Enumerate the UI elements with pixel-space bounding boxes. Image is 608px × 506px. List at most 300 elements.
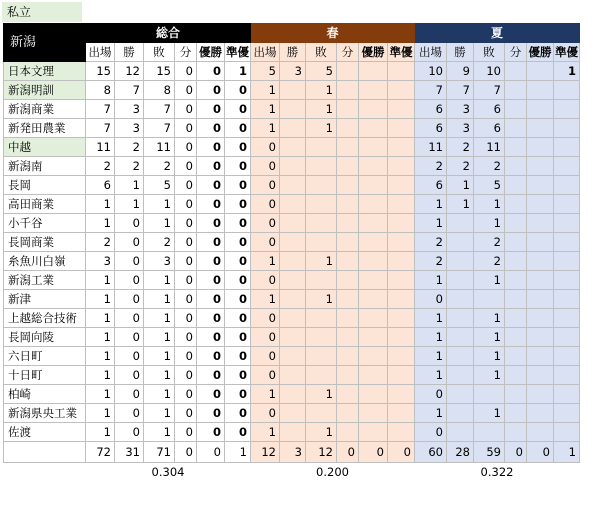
cell-total-1: 0 xyxy=(115,347,144,366)
cell-spring-2: 1 xyxy=(306,100,337,119)
cell-summer-0: 1 xyxy=(415,271,447,290)
cell-summer-5 xyxy=(554,328,580,347)
cell-total-3: 0 xyxy=(175,404,197,423)
cell-spring-2: 1 xyxy=(306,81,337,100)
cell-spring-3 xyxy=(337,138,359,157)
cell-summer-0: 2 xyxy=(415,233,447,252)
cell-total-0: 1 xyxy=(86,347,115,366)
cell-summer-5 xyxy=(554,252,580,271)
cell-spring-2: 1 xyxy=(306,290,337,309)
win-rate-summer: 0.322 xyxy=(480,465,514,479)
cell-total-3: 0 xyxy=(175,290,197,309)
cell-spring-5 xyxy=(388,252,415,271)
cell-total-3: 0 xyxy=(175,214,197,233)
cell-total-3: 0 xyxy=(175,347,197,366)
column-header-total-1: 勝 xyxy=(115,43,144,62)
cell-spring-3 xyxy=(337,252,359,271)
cell-summer-1 xyxy=(447,347,474,366)
cell-spring-4 xyxy=(359,252,388,271)
cell-spring-2: 1 xyxy=(306,252,337,271)
cell-total-2: 1 xyxy=(144,423,175,442)
cell-spring-1 xyxy=(280,252,306,271)
column-header-row xyxy=(4,43,580,62)
cell-total-0: 2 xyxy=(86,233,115,252)
school-name: 長岡商業 xyxy=(4,233,86,252)
cell-summer-3 xyxy=(505,309,527,328)
cell-total-5: 0 xyxy=(225,385,251,404)
cell-spring-4 xyxy=(359,328,388,347)
cell-summer-0: 0 xyxy=(415,423,447,442)
column-header-spring-3: 分 xyxy=(337,43,359,62)
cell-spring-2 xyxy=(306,347,337,366)
cell-total-5: 0 xyxy=(225,195,251,214)
cell-spring-4 xyxy=(359,195,388,214)
category-label: 私立 xyxy=(2,2,82,22)
cell-summer-3 xyxy=(505,385,527,404)
cell-total-0: 1 xyxy=(86,328,115,347)
school-name: 新潟南 xyxy=(4,157,86,176)
cell-spring-3 xyxy=(337,347,359,366)
cell-total-1: 12 xyxy=(115,62,144,81)
cell-total-1: 0 xyxy=(115,404,144,423)
cell-total-3: 0 xyxy=(175,366,197,385)
group-header-row xyxy=(4,24,580,43)
cell-total-0: 8 xyxy=(86,81,115,100)
table-row xyxy=(4,195,580,214)
cell-summer-3 xyxy=(505,252,527,271)
total-summer-3: 0 xyxy=(505,442,527,463)
cell-spring-4 xyxy=(359,309,388,328)
cell-summer-4 xyxy=(527,233,554,252)
cell-total-5: 0 xyxy=(225,328,251,347)
cell-spring-5 xyxy=(388,423,415,442)
cell-spring-4 xyxy=(359,119,388,138)
cell-spring-1 xyxy=(280,423,306,442)
cell-summer-5 xyxy=(554,366,580,385)
cell-total-3: 0 xyxy=(175,423,197,442)
cell-spring-3 xyxy=(337,404,359,423)
school-name: 糸魚川白嶺 xyxy=(4,252,86,271)
cell-total-1: 0 xyxy=(115,309,144,328)
cell-spring-5 xyxy=(388,233,415,252)
cell-spring-0: 1 xyxy=(251,252,280,271)
cell-spring-0: 0 xyxy=(251,157,280,176)
cell-total-3: 0 xyxy=(175,195,197,214)
column-header-summer-4: 優勝 xyxy=(527,43,554,62)
cell-total-5: 0 xyxy=(225,347,251,366)
table-row xyxy=(4,309,580,328)
cell-total-4: 0 xyxy=(197,290,225,309)
cell-summer-0: 6 xyxy=(415,119,447,138)
cell-summer-2 xyxy=(474,423,505,442)
cell-total-3: 0 xyxy=(175,328,197,347)
cell-total-5: 0 xyxy=(225,138,251,157)
cell-total-5: 0 xyxy=(225,423,251,442)
column-header-spring-2: 敗 xyxy=(306,43,337,62)
cell-summer-5 xyxy=(554,119,580,138)
cell-summer-5 xyxy=(554,290,580,309)
cell-spring-0: 0 xyxy=(251,404,280,423)
cell-summer-2: 10 xyxy=(474,62,505,81)
cell-total-3: 0 xyxy=(175,233,197,252)
cell-summer-4 xyxy=(527,252,554,271)
cell-summer-3 xyxy=(505,214,527,233)
cell-summer-4 xyxy=(527,271,554,290)
cell-spring-5 xyxy=(388,176,415,195)
table-body xyxy=(4,62,580,482)
cell-total-2: 2 xyxy=(144,157,175,176)
cell-total-2: 1 xyxy=(144,195,175,214)
cell-spring-1 xyxy=(280,309,306,328)
cell-summer-4 xyxy=(527,138,554,157)
cell-total-2: 1 xyxy=(144,309,175,328)
cell-spring-2 xyxy=(306,138,337,157)
cell-spring-5 xyxy=(388,366,415,385)
cell-spring-3 xyxy=(337,81,359,100)
cell-total-4: 0 xyxy=(197,62,225,81)
cell-summer-3 xyxy=(505,100,527,119)
cell-total-0: 1 xyxy=(86,195,115,214)
cell-spring-4 xyxy=(359,347,388,366)
table-row xyxy=(4,138,580,157)
cell-summer-4 xyxy=(527,119,554,138)
cell-summer-5 xyxy=(554,176,580,195)
column-header-total-0: 出場 xyxy=(86,43,115,62)
cell-spring-0: 0 xyxy=(251,309,280,328)
cell-total-2: 7 xyxy=(144,100,175,119)
cell-total-1: 0 xyxy=(115,214,144,233)
cell-total-5: 0 xyxy=(225,252,251,271)
cell-total-1: 0 xyxy=(115,366,144,385)
cell-spring-5 xyxy=(388,271,415,290)
cell-total-5: 0 xyxy=(225,176,251,195)
table-row xyxy=(4,271,580,290)
cell-spring-0: 1 xyxy=(251,81,280,100)
cell-summer-2: 1 xyxy=(474,271,505,290)
school-name: 新潟県央工業 xyxy=(4,404,86,423)
cell-total-0: 1 xyxy=(86,271,115,290)
stats-table xyxy=(3,23,580,481)
cell-summer-4 xyxy=(527,290,554,309)
cell-summer-3 xyxy=(505,195,527,214)
cell-total-4: 0 xyxy=(197,404,225,423)
cell-total-4: 0 xyxy=(197,176,225,195)
cell-total-2: 1 xyxy=(144,290,175,309)
cell-total-5: 0 xyxy=(225,157,251,176)
cell-total-0: 1 xyxy=(86,423,115,442)
cell-summer-3 xyxy=(505,157,527,176)
cell-total-1: 2 xyxy=(115,157,144,176)
cell-total-1: 3 xyxy=(115,119,144,138)
cell-summer-2: 1 xyxy=(474,328,505,347)
cell-spring-4 xyxy=(359,423,388,442)
school-name: 新発田農業 xyxy=(4,119,86,138)
cell-total-3: 0 xyxy=(175,119,197,138)
cell-summer-5 xyxy=(554,271,580,290)
cell-spring-3 xyxy=(337,309,359,328)
cell-spring-3 xyxy=(337,328,359,347)
cell-summer-1 xyxy=(447,233,474,252)
total-summer-4: 0 xyxy=(527,442,554,463)
cell-total-3: 0 xyxy=(175,100,197,119)
cell-total-4: 0 xyxy=(197,119,225,138)
group-header-total: 総合 xyxy=(86,24,251,43)
cell-summer-3 xyxy=(505,119,527,138)
cell-total-0: 1 xyxy=(86,309,115,328)
cell-summer-0: 1 xyxy=(415,309,447,328)
cell-total-3: 0 xyxy=(175,309,197,328)
cell-summer-2: 1 xyxy=(474,366,505,385)
cell-summer-1 xyxy=(447,290,474,309)
school-name: 佐渡 xyxy=(4,423,86,442)
cell-total-4: 0 xyxy=(197,195,225,214)
cell-total-1: 0 xyxy=(115,423,144,442)
cell-spring-3 xyxy=(337,195,359,214)
cell-summer-5 xyxy=(554,214,580,233)
total-total-3: 0 xyxy=(175,442,197,463)
cell-summer-0: 1 xyxy=(415,366,447,385)
cell-spring-3 xyxy=(337,290,359,309)
cell-spring-5 xyxy=(388,157,415,176)
cell-total-0: 1 xyxy=(86,385,115,404)
win-rate-label xyxy=(4,463,86,482)
cell-spring-3 xyxy=(337,100,359,119)
cell-total-1: 0 xyxy=(115,252,144,271)
cell-spring-2 xyxy=(306,366,337,385)
cell-summer-4 xyxy=(527,195,554,214)
cell-spring-3 xyxy=(337,157,359,176)
cell-spring-0: 0 xyxy=(251,271,280,290)
cell-spring-1 xyxy=(280,214,306,233)
cell-total-4: 0 xyxy=(197,366,225,385)
cell-summer-1: 9 xyxy=(447,62,474,81)
win-rate-total: 0.304 xyxy=(151,465,185,479)
cell-summer-3 xyxy=(505,271,527,290)
cell-total-2: 1 xyxy=(144,328,175,347)
cell-total-4: 0 xyxy=(197,309,225,328)
cell-summer-0: 1 xyxy=(415,328,447,347)
cell-summer-2: 2 xyxy=(474,157,505,176)
total-total-5: 1 xyxy=(225,442,251,463)
cell-spring-1 xyxy=(280,81,306,100)
cell-summer-1 xyxy=(447,328,474,347)
cell-summer-5 xyxy=(554,100,580,119)
school-name: 上越総合技術 xyxy=(4,309,86,328)
school-name: 日本文理 xyxy=(4,62,86,81)
total-spring-4: 0 xyxy=(359,442,388,463)
cell-summer-0: 0 xyxy=(415,385,447,404)
school-name: 高田商業 xyxy=(4,195,86,214)
cell-summer-4 xyxy=(527,309,554,328)
school-name: 新潟明訓 xyxy=(4,81,86,100)
table-row xyxy=(4,423,580,442)
cell-summer-5 xyxy=(554,157,580,176)
cell-summer-0: 2 xyxy=(415,252,447,271)
cell-spring-0: 0 xyxy=(251,138,280,157)
total-summer-2: 59 xyxy=(474,442,505,463)
cell-summer-2 xyxy=(474,290,505,309)
cell-spring-5 xyxy=(388,347,415,366)
cell-spring-3 xyxy=(337,385,359,404)
column-header-spring-1: 勝 xyxy=(280,43,306,62)
cell-total-5: 0 xyxy=(225,404,251,423)
cell-total-4: 0 xyxy=(197,81,225,100)
cell-total-3: 0 xyxy=(175,81,197,100)
cell-total-5: 0 xyxy=(225,290,251,309)
cell-summer-5 xyxy=(554,195,580,214)
cell-total-4: 0 xyxy=(197,271,225,290)
table-row xyxy=(4,252,580,271)
cell-spring-1 xyxy=(280,271,306,290)
cell-summer-5 xyxy=(554,138,580,157)
cell-total-4: 0 xyxy=(197,214,225,233)
cell-spring-3 xyxy=(337,423,359,442)
cell-total-1: 1 xyxy=(115,195,144,214)
school-name: 長岡 xyxy=(4,176,86,195)
cell-summer-2 xyxy=(474,385,505,404)
cell-summer-3 xyxy=(505,328,527,347)
cell-summer-4 xyxy=(527,366,554,385)
column-header-spring-4: 優勝 xyxy=(359,43,388,62)
total-total-1: 31 xyxy=(115,442,144,463)
cell-total-2: 11 xyxy=(144,138,175,157)
cell-total-4: 0 xyxy=(197,385,225,404)
cell-total-2: 8 xyxy=(144,81,175,100)
cell-spring-0: 1 xyxy=(251,385,280,404)
cell-spring-2 xyxy=(306,271,337,290)
cell-summer-0: 2 xyxy=(415,157,447,176)
cell-spring-1 xyxy=(280,404,306,423)
cell-total-3: 0 xyxy=(175,157,197,176)
cell-summer-5 xyxy=(554,233,580,252)
cell-spring-2 xyxy=(306,328,337,347)
cell-summer-4 xyxy=(527,423,554,442)
cell-total-0: 7 xyxy=(86,100,115,119)
cell-spring-1 xyxy=(280,290,306,309)
table-row xyxy=(4,385,580,404)
cell-summer-0: 1 xyxy=(415,404,447,423)
cell-summer-4 xyxy=(527,157,554,176)
cell-total-2: 1 xyxy=(144,271,175,290)
cell-summer-0: 6 xyxy=(415,176,447,195)
cell-summer-2: 1 xyxy=(474,347,505,366)
cell-summer-1 xyxy=(447,309,474,328)
cell-summer-3 xyxy=(505,233,527,252)
cell-summer-2: 6 xyxy=(474,119,505,138)
cell-spring-4 xyxy=(359,233,388,252)
cell-spring-2 xyxy=(306,176,337,195)
totals-label xyxy=(4,442,86,463)
cell-total-0: 2 xyxy=(86,157,115,176)
cell-spring-0: 0 xyxy=(251,328,280,347)
table-row xyxy=(4,119,580,138)
cell-total-4: 0 xyxy=(197,328,225,347)
cell-total-0: 6 xyxy=(86,176,115,195)
cell-total-2: 1 xyxy=(144,214,175,233)
cell-total-2: 7 xyxy=(144,119,175,138)
cell-summer-1 xyxy=(447,423,474,442)
cell-total-2: 3 xyxy=(144,252,175,271)
cell-summer-2: 7 xyxy=(474,81,505,100)
cell-total-0: 15 xyxy=(86,62,115,81)
cell-total-1: 0 xyxy=(115,385,144,404)
cell-spring-5 xyxy=(388,62,415,81)
cell-total-1: 2 xyxy=(115,138,144,157)
cell-total-5: 0 xyxy=(225,309,251,328)
cell-spring-2 xyxy=(306,195,337,214)
total-total-4: 0 xyxy=(197,442,225,463)
cell-spring-3 xyxy=(337,214,359,233)
cell-summer-2: 1 xyxy=(474,195,505,214)
cell-spring-4 xyxy=(359,366,388,385)
cell-total-4: 0 xyxy=(197,347,225,366)
column-header-summer-3: 分 xyxy=(505,43,527,62)
school-name: 柏崎 xyxy=(4,385,86,404)
cell-summer-4 xyxy=(527,100,554,119)
cell-spring-0: 0 xyxy=(251,347,280,366)
cell-spring-4 xyxy=(359,100,388,119)
cell-spring-2 xyxy=(306,404,337,423)
cell-total-5: 0 xyxy=(225,233,251,252)
cell-summer-2: 1 xyxy=(474,309,505,328)
cell-spring-1 xyxy=(280,195,306,214)
total-spring-3: 0 xyxy=(337,442,359,463)
column-header-spring-5: 準優 xyxy=(388,43,415,62)
school-name: 十日町 xyxy=(4,366,86,385)
cell-spring-1 xyxy=(280,138,306,157)
cell-spring-0: 1 xyxy=(251,100,280,119)
cell-spring-5 xyxy=(388,138,415,157)
cell-total-3: 0 xyxy=(175,252,197,271)
cell-summer-0: 11 xyxy=(415,138,447,157)
cell-spring-2 xyxy=(306,309,337,328)
cell-spring-5 xyxy=(388,328,415,347)
column-header-spring-0: 出場 xyxy=(251,43,280,62)
cell-total-1: 0 xyxy=(115,271,144,290)
cell-summer-3 xyxy=(505,347,527,366)
cell-summer-0: 1 xyxy=(415,214,447,233)
cell-total-2: 1 xyxy=(144,366,175,385)
table-row xyxy=(4,81,580,100)
cell-summer-4 xyxy=(527,81,554,100)
table-row xyxy=(4,62,580,81)
cell-summer-2: 1 xyxy=(474,404,505,423)
cell-summer-5 xyxy=(554,347,580,366)
table-row xyxy=(4,404,580,423)
cell-summer-5 xyxy=(554,81,580,100)
cell-summer-0: 1 xyxy=(415,195,447,214)
cell-spring-2 xyxy=(306,157,337,176)
cell-spring-4 xyxy=(359,62,388,81)
cell-summer-1: 1 xyxy=(447,195,474,214)
cell-summer-2: 5 xyxy=(474,176,505,195)
cell-total-4: 0 xyxy=(197,423,225,442)
cell-total-2: 1 xyxy=(144,404,175,423)
cell-spring-5 xyxy=(388,290,415,309)
cell-summer-3 xyxy=(505,404,527,423)
cell-spring-5 xyxy=(388,81,415,100)
table-row xyxy=(4,233,580,252)
cell-summer-3 xyxy=(505,176,527,195)
cell-spring-1 xyxy=(280,347,306,366)
cell-spring-1 xyxy=(280,119,306,138)
column-header-summer-1: 勝 xyxy=(447,43,474,62)
total-spring-2: 12 xyxy=(306,442,337,463)
column-header-total-4: 優勝 xyxy=(197,43,225,62)
cell-total-3: 0 xyxy=(175,138,197,157)
cell-spring-5 xyxy=(388,404,415,423)
cell-spring-1: 3 xyxy=(280,62,306,81)
